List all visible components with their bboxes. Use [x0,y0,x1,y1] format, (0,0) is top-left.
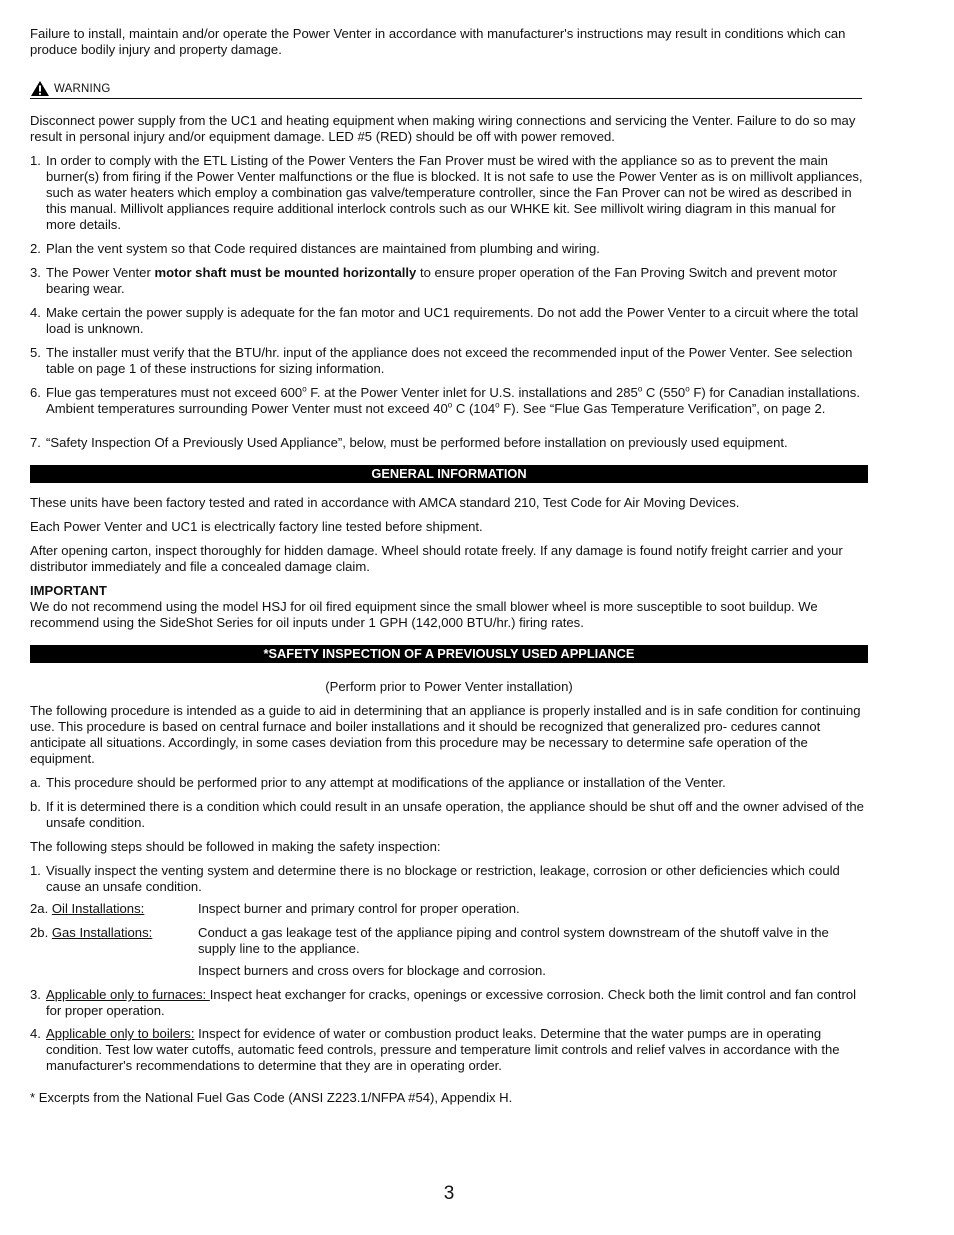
boilers-label: Applicable only to boilers: [46,1026,195,1041]
general-paragraph: These units have been factory tested and rated in accordance with AMCA standard 210, Test Code for Air Moving Devices. [30,495,740,510]
list-item: 7. “Safety Inspection Of a Previously Used Appliance”, below, must be performed before installation on previously used equipment. [30,435,788,450]
safety-subtitle: (Perform prior to Power Venter installation) [325,679,573,694]
emphasis-text: motor shaft must be mounted horizontally [154,265,417,280]
warning-text: Disconnect power supply from the UC1 and heating equipment when making wiring connections and servicing the Venter. Failure to do so may result in personal injury and/or equipment damage. LED #5 (RED) should be off with power removed. [30,113,856,144]
general-information-heading: GENERAL INFORMATION [30,465,868,483]
safety-paragraph: The following procedure is intended as a guide to aid in determining that an appliance is properly installed and is in safe condition for continuing use. This procedure is based on central furnace and boiler installations and it should be recognized that generalized pro- cedures cannot anticipate all situations. Accordingly, in some cases deviation from this procedure may be necessary to determine safe operation of the equipment. [30,703,861,766]
installation-requirements-list [30,153,868,451]
step-2b-row: 2b. Gas Installations: Conduct a gas leakage test of the appliance piping and control system downstream of the shutoff valve in the supply line to the appliance. [30,925,829,956]
list-item: 4. Applicable only to boilers: Inspect for evidence of water or combustion product leaks. Determine that the water pumps are in operating condition. Test low water cutoffs, automatic feed controls, pressure and temperature limit controls and relief valves in accordance with the manufacturer's recommendations to determine that they are in operating order. [30,1026,840,1073]
list-item: b. If it is determined there is a condition which could result in an unsafe operation, the appliance should be shut off and the owner advised of the unsafe condition. [30,799,864,830]
step-2a-row: 2a. Oil Installations: Inspect burner and primary control for proper operation. [30,901,520,916]
list-item: 3. Applicable only to furnaces: Inspect heat exchanger for cracks, openings or excessive corrosion. Check both the limit control and fan control for proper operation. [30,987,857,1018]
general-paragraph: After opening carton, inspect thoroughly for hidden damage. Wheel should rotate freely. If any damage is found notify freight carrier and your distributor immediately and file a concealed damage claim. [30,543,843,574]
list-item: 3. The Power Venter motor shaft must be mounted horizontally to ensure proper operation of the Fan Proving Switch and prevent motor bearing wear. [30,265,838,296]
list-item: 5. The installer must verify that the BTU/hr. input of the appliance does not exceed the recommended input of the Power Venter. See selection table on page 1 of these instructions for sizing information. [30,345,853,376]
oil-installations-label: Oil Installations: [51,901,145,916]
list-item: 1. In order to comply with the ETL Listing of the Power Venters the Fan Prover must be wired with the appliance so as to prevent the main burner(s) from firing if the Power Venter malfunctions or the flue is blocked. It is not safe to use the Power Venter as is on millivolt appliances, such as water heaters which employ a combination gas valve/temperature controller, since the Fan Prover can not be wired as described in this manual. Millivolt appliances require additional interlock controls such as our WHKE kit. See millivolt wiring diagram in this manual for more details. [30,153,863,232]
warning-header [30,80,862,99]
list-item: 6. Flue gas temperatures must not exceed 600$^o$ F. at the Power Venter inlet for U.S. installations and 285$^o$ C (550$^o$ F) for Canadian installations. Ambient temperatures surrounding Power Venter must not exceed 40$^o$ C (104$^o$ F). See “Flue Gas Temperature Verification”, on page 2. [30,384,860,416]
list-item: 1. Visually inspect the venting system and determine there is no blockage or restriction, leakage, corrosion or other deficiencies which could cause an unsafe condition. [30,863,840,894]
page-number: 3 [443,1183,455,1204]
important-label: IMPORTANT [30,583,107,598]
step-2b-continued: Inspect burners and cross overs for blockage and corrosion. [198,963,546,978]
general-paragraph: Each Power Venter and UC1 is electrically factory line tested before shipment. [30,519,483,534]
document-page [30,26,868,1106]
list-item: 2. Plan the vent system so that Code required distances are maintained from plumbing and wiring. [30,241,600,256]
safety-inspection-heading: *SAFETY INSPECTION OF A PREVIOUSLY USED APPLIANCE [30,645,868,663]
intro-paragraph: Failure to install, maintain and/or operate the Power Venter in accordance with manufacturer's instructions may result in conditions which can produce bodily injury and property damage. [30,26,846,57]
list-item: a. This procedure should be performed prior to any attempt at modifications of the appliance or installation of the Venter. [30,775,726,790]
footnote: * Excerpts from the National Fuel Gas Code (ANSI Z223.1/NFPA #54), Appendix H. [30,1090,513,1105]
warning-label: WARNING [54,82,111,95]
steps-intro: The following steps should be followed in making the safety inspection: [30,839,441,854]
warning-triangle-icon [30,80,50,97]
procedure-notes-list [30,775,868,831]
safety-steps-list [30,863,868,895]
important-text: We do not recommend using the model HSJ for oil fired equipment since the small blower wheel is more susceptible to soot buildup. We recommend using the SideShot Series for oil inputs under 1 GPH (142,000 BTU/hr.) firing rates. [30,599,818,630]
furnaces-label: Applicable only to furnaces: [46,987,210,1002]
gas-installations-label: Gas Installations: [51,925,153,940]
list-item: 4. Make certain the power supply is adequate for the fan motor and UC1 requirements. Do not add the Power Venter to a circuit where the total load is unknown. [30,305,859,336]
safety-steps-list-continued [30,987,868,1074]
